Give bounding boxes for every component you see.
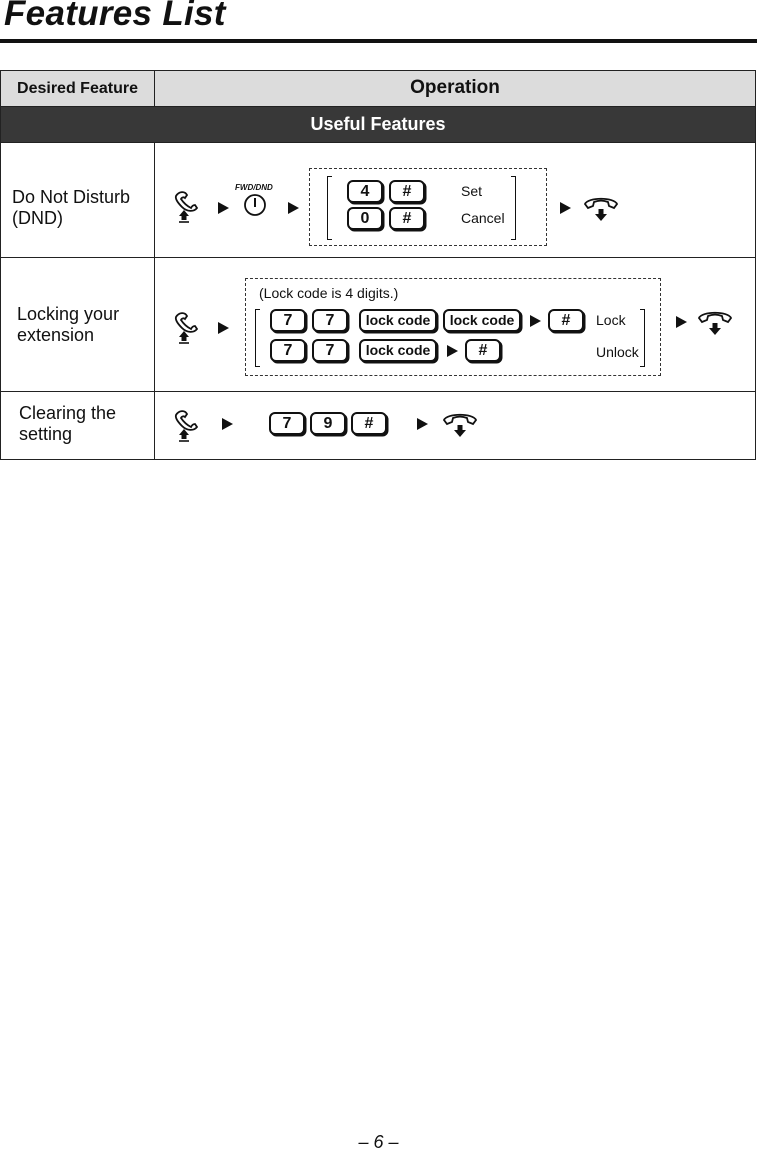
feature-label-lock	[1, 258, 155, 391]
unlock-label: Unlock	[596, 344, 639, 360]
left-bracket	[327, 176, 332, 240]
on-hook-icon	[583, 194, 619, 222]
key-hash[interactable]: #	[389, 180, 425, 203]
feature-line2: (DND)	[12, 208, 63, 228]
right-bracket	[511, 176, 516, 240]
feature-line1: Locking your	[17, 304, 120, 324]
key-0[interactable]: 0	[347, 207, 383, 230]
page-title: Features List	[4, 0, 226, 33]
key-hash[interactable]: #	[548, 309, 584, 332]
lock-code-key[interactable]: lock code	[359, 309, 437, 332]
key-7[interactable]: 7	[270, 339, 306, 362]
feature-line2: setting	[19, 424, 73, 444]
arrow-icon	[447, 345, 458, 357]
key-7[interactable]: 7	[312, 339, 348, 362]
page-number: – 6 –	[358, 1132, 399, 1152]
key-7[interactable]: 7	[312, 309, 348, 332]
off-hook-icon	[173, 190, 199, 224]
arrow-icon	[218, 202, 229, 214]
arrow-icon	[560, 202, 571, 214]
fwd-dnd-button[interactable]	[244, 193, 268, 217]
fwd-dnd-button-label: FWD/DND	[235, 183, 273, 192]
lock-label: Lock	[596, 312, 626, 328]
table-row-clear	[1, 392, 755, 459]
cancel-label: Cancel	[461, 210, 505, 226]
arrow-icon	[417, 418, 428, 430]
arrow-icon	[222, 418, 233, 430]
left-bracket	[255, 309, 260, 367]
arrow-icon	[288, 202, 299, 214]
header-operation: Operation	[410, 77, 500, 98]
lock-code-key[interactable]: lock code	[359, 339, 437, 362]
off-hook-icon	[173, 311, 199, 345]
table-row-lock	[1, 258, 755, 392]
key-hash[interactable]: #	[351, 412, 387, 435]
arrow-icon	[676, 316, 687, 328]
feature-line2: extension	[17, 325, 95, 345]
section-useful-features: Useful Features	[1, 107, 755, 143]
arrow-icon	[218, 322, 229, 334]
feature-label-dnd	[1, 143, 155, 257]
arrow-icon	[530, 315, 541, 327]
header-desired-feature: Desired Feature	[1, 71, 155, 106]
key-7[interactable]: 7	[270, 309, 306, 332]
on-hook-icon	[697, 308, 733, 336]
off-hook-icon	[173, 409, 199, 443]
table-row-dnd	[1, 143, 755, 258]
lock-code-key[interactable]: lock code	[443, 309, 521, 332]
key-9[interactable]: 9	[310, 412, 346, 435]
table-header	[1, 71, 755, 107]
feature-line1: Do Not Disturb	[12, 187, 131, 207]
feature-label-clear	[1, 392, 155, 459]
on-hook-icon	[442, 410, 478, 438]
key-7[interactable]: 7	[269, 412, 305, 435]
key-hash[interactable]: #	[465, 339, 501, 362]
set-label: Set	[461, 183, 483, 199]
right-bracket	[640, 309, 645, 367]
key-4[interactable]: 4	[347, 180, 383, 203]
key-hash[interactable]: #	[389, 207, 425, 230]
feature-line1: Clearing the	[19, 403, 117, 423]
title-rule	[0, 39, 757, 43]
features-table	[0, 70, 756, 460]
lock-code-note: (Lock code is 4 digits.)	[259, 285, 399, 301]
